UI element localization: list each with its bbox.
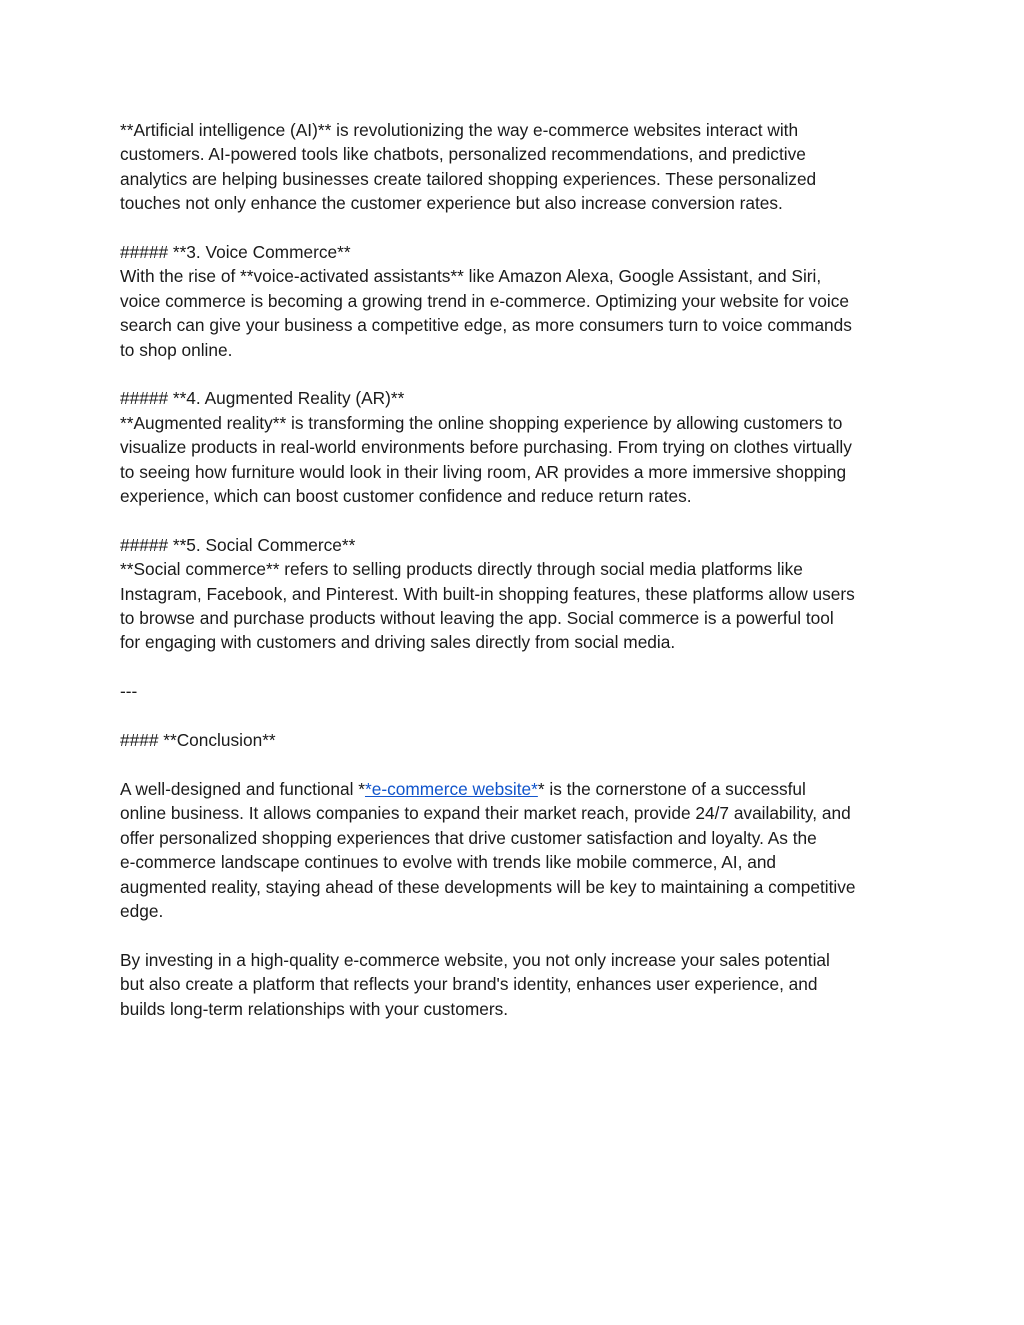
text-line: online business. It allows companies to expand their market reach, provide 24/7 availability, and (120, 803, 851, 824)
section-augmented-reality (120, 386, 910, 508)
text-line: With the rise of **voice-activated assistants** like Amazon Alexa, Google Assistant, and Siri, (120, 266, 822, 287)
text-line: augmented reality, staying ahead of these developments will be key to maintaining a competitive (120, 876, 856, 897)
text-fragment: A well-designed and functional * (120, 778, 365, 799)
text-line: to shop online. (120, 339, 233, 360)
text-line: builds long-term relationships with your customers. (120, 998, 509, 1019)
paragraph-closing (120, 948, 910, 1021)
separator-line: --- (120, 681, 138, 702)
ecommerce-website-link[interactable]: *e-commerce website* (364, 778, 538, 799)
text-line: experience, which can boost customer confidence and reduce return rates. (120, 486, 692, 507)
text-line: offer personalized shopping experiences that drive customer satisfaction and loyalty. As the (120, 827, 817, 848)
text-line: touches not only enhance the customer experience but also increase conversion rates. (120, 193, 783, 214)
section-heading: ##### **4. Augmented Reality (AR)** (120, 388, 405, 409)
paragraph-ai-intro (120, 118, 910, 216)
text-line: **Artificial intelligence (AI)** is revolutionizing the way e-commerce websites interact with (120, 120, 799, 140)
text-line: for engaging with customers and driving sales directly from social media. (120, 632, 676, 653)
text-line: edge. (120, 900, 164, 921)
section-heading: ##### **5. Social Commerce** (120, 534, 356, 555)
text-line: By investing in a high-quality e-commerce website, you not only increase your sales potential (120, 949, 830, 970)
text-line: voice commerce is becoming a growing trend in e-commerce. Optimizing your website for voice (120, 290, 849, 311)
text-line: to browse and purchase products without leaving the app. Social commerce is a powerful tool (120, 608, 834, 629)
text-line-with-link (120, 777, 910, 801)
section-voice-commerce (120, 240, 910, 362)
document-page (120, 118, 910, 1045)
text-line: **Augmented reality** is transforming the online shopping experience by allowing customers to (120, 412, 843, 433)
text-line: e-commerce landscape continues to evolve with trends like mobile commerce, AI, and (120, 852, 777, 873)
text-line: Instagram, Facebook, and Pinterest. With built-in shopping features, these platforms allow users (120, 583, 855, 604)
separator-text (120, 679, 910, 703)
section-social-commerce (120, 533, 910, 655)
text-line: visualize products in real-world environments before purchasing. From trying on clothes virtually (120, 437, 852, 458)
text-fragment: * is the cornerstone of a successful (537, 778, 806, 799)
text-line: customers. AI-powered tools like chatbots, personalized recommendations, and predictive (120, 144, 806, 165)
conclusion-heading: #### **Conclusion** (120, 730, 276, 751)
text-line: **Social commerce** refers to selling products directly through social media platforms like (120, 559, 803, 580)
text-line: but also create a platform that reflects your brand's identity, enhances user experience, and (120, 974, 818, 995)
text-line: analytics are helping businesses create tailored shopping experiences. These personalized (120, 168, 817, 189)
section-heading: ##### **3. Voice Commerce** (120, 242, 351, 263)
conclusion-heading-block (120, 728, 910, 752)
paragraph-conclusion (120, 777, 910, 923)
text-line: to seeing how furniture would look in their living room, AR provides a more immersive shopping (120, 461, 847, 482)
text-line: search can give your business a competitive edge, as more consumers turn to voice commands (120, 315, 852, 336)
